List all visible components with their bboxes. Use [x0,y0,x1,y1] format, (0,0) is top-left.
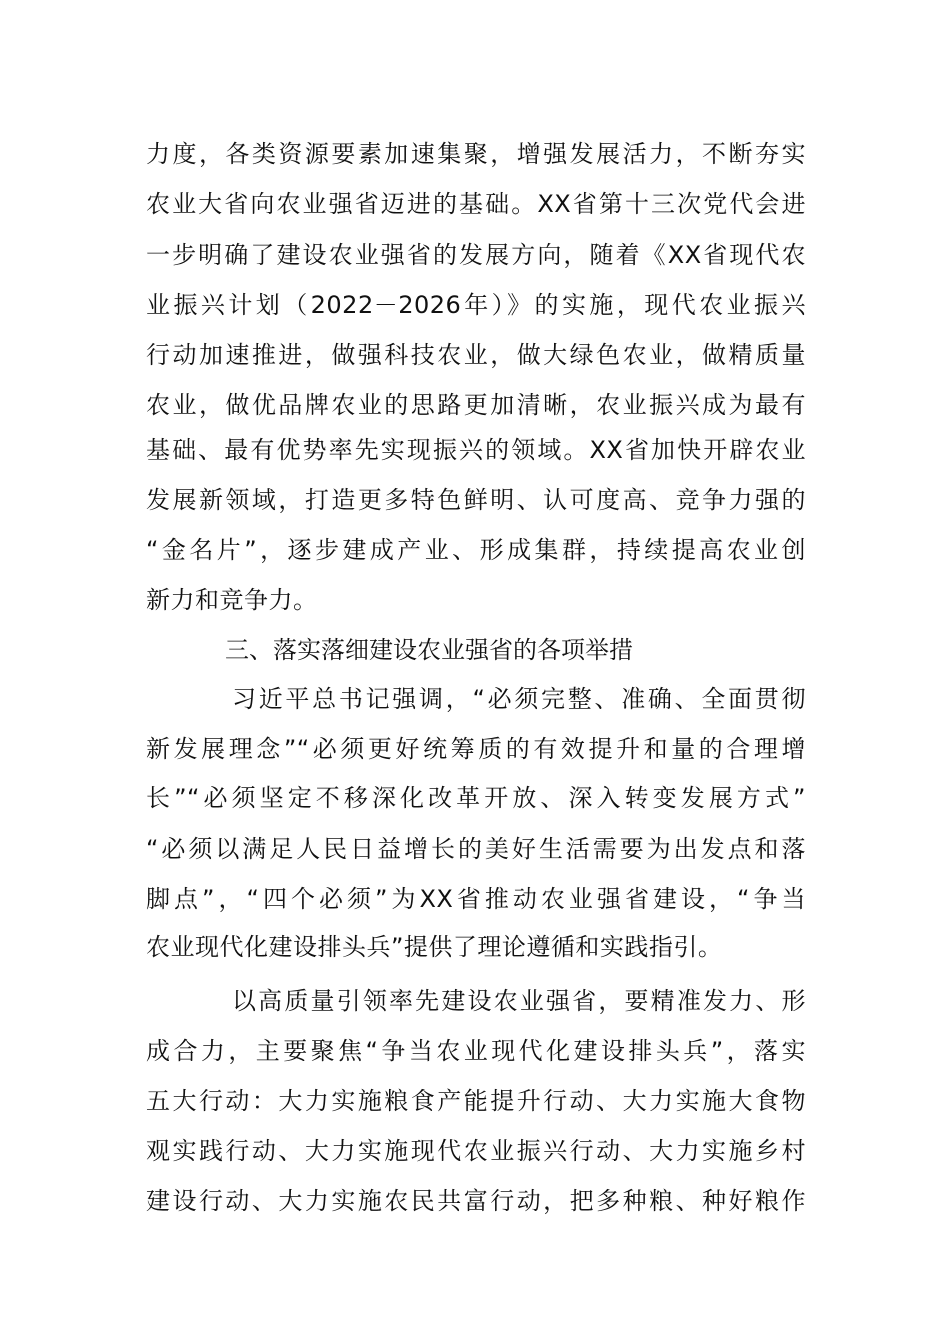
text-line: 习近平总书记强调，“必须完整、准确、全面贯彻 [232,685,806,713]
text-line: 以高质量引领率先建设农业强省，要精准发力、形 [232,987,806,1015]
text-line: 成合力，主要聚焦“争当农业现代化建设排头兵”，落实 [146,1037,806,1065]
text-line: “金名片”，逐步建成产业、形成集群，持续提高农业创 [146,536,806,564]
text-line: 长”“必须坚定不移深化改革开放、深入转变发展方式” [146,784,806,812]
text-line: 脚点”，“四个必须”为XX省推动农业强省建设，“争当 [146,885,806,913]
text-line: 农业，做优品牌农业的思路更加清晰，农业振兴成为最有 [146,391,806,419]
text-line: 业振兴计划（2022－2026年）》的实施，现代农业振兴 [146,291,806,319]
text-line: 新发展理念”“必须更好统筹质的有效提升和量的合理增 [146,735,806,763]
text-line: 农业现代化建设排头兵”提供了理论遵循和实践指引。 [146,933,723,961]
text-line: 观实践行动、大力实施现代农业振兴行动、大力实施乡村 [146,1137,806,1165]
text-line: 五大行动：大力实施粮食产能提升行动、大力实施大食物 [146,1087,806,1115]
text-line: 一步明确了建设农业强省的发展方向，随着《XX省现代农 [146,241,806,269]
section-heading: 三、落实落细建设农业强省的各项举措 [225,636,633,664]
text-line: 行动加速推进，做强科技农业，做大绿色农业，做精质量 [146,341,806,369]
text-line: 基础、最有优势率先实现振兴的领域。XX省加快开辟农业 [146,436,806,464]
text-line: 建设行动、大力实施农民共富行动，把多种粮、种好粮作 [146,1187,806,1215]
text-line: 力度，各类资源要素加速集聚，增强发展活力，不断夯实 [146,140,806,168]
text-line: 新力和竞争力。 [146,586,318,614]
text-line: 农业大省向农业强省迈进的基础。XX省第十三次党代会进 [146,190,806,218]
text-line: “必须以满足人民日益增长的美好生活需要为出发点和落 [146,835,806,863]
text-line: 发展新领域，打造更多特色鲜明、认可度高、竞争力强的 [146,486,806,514]
